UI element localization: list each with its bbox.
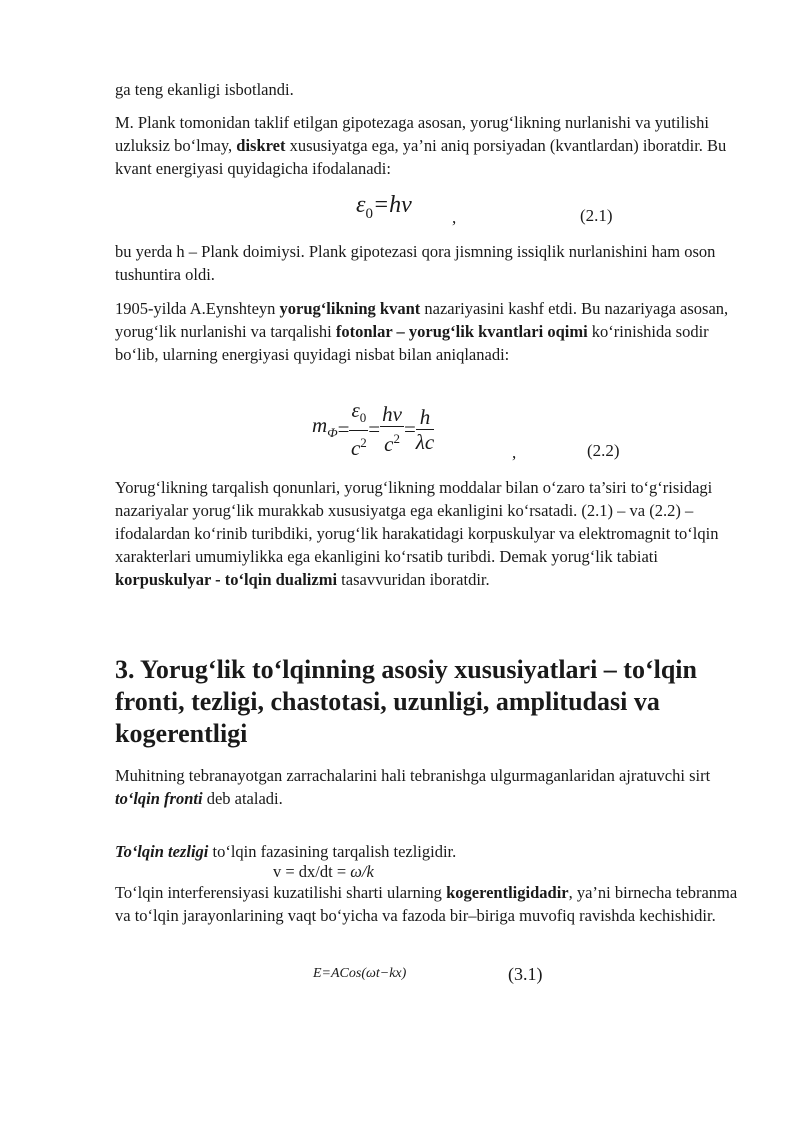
section-heading: 3. Yorug‘lik to‘lqinning asosiy xususiyatlari – to‘lqin fronti, tezligi, chastotasi, uzunligi, amplitudasi va kogerentligi <box>115 655 697 748</box>
numerator: h <box>416 405 434 430</box>
equals-sign: = <box>403 417 416 442</box>
superscript: 2 <box>393 431 400 447</box>
text-run: 1905-yilda A.Eynshteyn <box>115 299 280 318</box>
speed-formula <box>273 860 573 883</box>
text-run: Muhitning tebranayotgan zarrachalarini hali tebranishga ulgurmaganlaridan ajratuvchi sirt <box>115 766 711 785</box>
equation-number-3-1: (3.1) <box>508 964 543 984</box>
denominator: λc <box>415 429 435 454</box>
bold-italic-term-front: to‘lqin fronti <box>115 789 203 808</box>
mass-letter: m <box>312 413 328 437</box>
equation-3-1: E=ACos(ωt−kx) <box>313 966 407 981</box>
fraction-hnu-c2 <box>380 402 404 456</box>
paragraph-dualism <box>115 476 751 591</box>
superscript: 2 <box>360 435 367 451</box>
equals-sign: = <box>337 417 350 442</box>
paragraph-text: bu yerda h – Plank doimiysi. Plank gipotezasi qora jismning issiqlik nurlanishini ham oson tushuntira oldi. <box>115 242 716 284</box>
mass-symbol <box>312 413 338 441</box>
bold-term-dualizm: korpuskulyar - to‘lqin dualizmi <box>115 570 338 589</box>
bold-italic-term-speed: To‘lqin tezligi <box>115 842 209 861</box>
paragraph-text: ga teng ekanligi isbotlandi. <box>115 80 294 99</box>
bold-term-diskret: diskret <box>236 136 286 155</box>
subscript: 0 <box>365 205 373 222</box>
text-run: ko‘rinishida sodir bo‘lib, ularning energiyasi quyidagi nisbat bilan aniqlanadi: <box>115 322 709 364</box>
formula-italic: ω/k <box>350 862 374 881</box>
fraction-h-lambda-c <box>416 405 434 454</box>
fraction-epsilon-c2 <box>349 398 368 460</box>
text-run: Yorug‘likning tarqalish qonunlari, yorug‘likning moddalar bilan o‘zaro ta’siri to‘g‘risidagi nazariyalar yorug‘lik murakkab xususiyatga ega ekanligini ko‘rsatadi. (2.1) – va (2.2) – ifodalardan ko‘rinib turibdiki, yorug‘lik harakatidagi korpuskulyar va elektromagnit to‘lqin xarakterlari umumiylikka ega ekanligini ko‘rsatib turibdi. Demak yorug‘lik tabiati <box>115 478 719 566</box>
bold-term-fotonlar: fotonlar – yorug‘lik kvantlari oqimi <box>335 322 588 341</box>
equation-2-1 <box>356 190 412 229</box>
equation-comma: , <box>452 208 457 227</box>
paragraph-plank <box>115 111 745 180</box>
equation-number-2-1: (2.1) <box>580 206 613 225</box>
text-run: to‘lqin fazasining tarqalish tezligidir. <box>208 842 457 861</box>
text-run: xususiyatga ega, ya’ni aniq porsiyadan (kvantlardan) iboratdir. Bu kvant energiyasi quyidagicha ifodalanadi: <box>115 136 727 178</box>
text-run: To‘lqin interferensiyasi kuzatilishi sharti ularning <box>115 883 447 902</box>
paragraph-wave-front <box>115 764 745 810</box>
subscript: Ф <box>327 425 338 441</box>
formula-text: v = dx/dt = <box>273 862 351 881</box>
denominator: c <box>350 436 361 461</box>
numerator: ε <box>351 398 360 422</box>
bold-term-kogerentligi: kogerentligidadir <box>446 883 569 902</box>
subscript: 0 <box>359 410 367 426</box>
equation-number-2-2: (2.2) <box>587 441 620 460</box>
text-run: , ya’ni birnecha tebranma va to‘lqin jarayonlarining vaqt bo‘yicha va fazoda bir–biriga muvofiq ravishda kechishidir. <box>115 883 738 925</box>
paragraph-intro <box>115 78 745 101</box>
text-run: M. Plank tomonidan taklif etilgan gipotezaga asosan, yorug‘likning nurlanishi va yutilishi uzluksiz bo‘lmay, <box>115 113 709 155</box>
denominator: c <box>384 432 394 457</box>
equals-sign: = <box>368 417 381 442</box>
text-run: nazariyasini kashf etdi. Bu nazariyaga asosan, yorug‘lik nurlanishi va tarqalishi <box>115 299 729 341</box>
equation-rhs: =hν <box>372 192 412 218</box>
equation-comma: , <box>512 443 517 462</box>
epsilon-symbol: ε <box>356 192 366 218</box>
paragraph-plank-constant <box>115 240 745 286</box>
text-run: tasavvuridan iboratdir. <box>337 570 490 589</box>
paragraph-coherence <box>115 881 745 927</box>
text-run: deb ataladi. <box>202 789 283 808</box>
equation-2-2 <box>312 398 434 460</box>
paragraph-einstein <box>115 297 745 366</box>
bold-term-kvant: yorug‘likning kvant <box>279 299 421 318</box>
numerator: hν <box>382 402 402 427</box>
